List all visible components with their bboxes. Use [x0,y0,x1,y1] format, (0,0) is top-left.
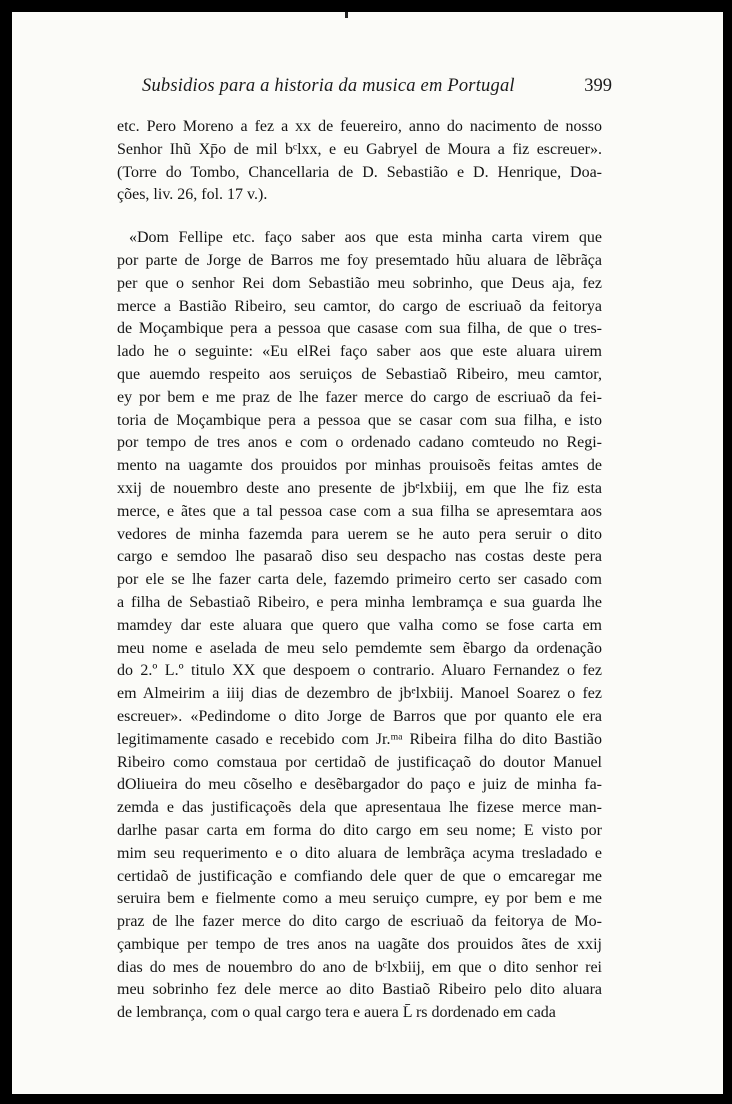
text-line: vedores de minha fazemda para uerem se he auto pera seruir o dito [117,525,602,543]
text-body [117,116,602,1025]
text-line: toria de Moçambique pera a pessoa que se casar com sua filha, e isto [117,411,602,429]
text-line: merce, e ãtes que a tal pessoa case com a sua filha se apresemtara aos [117,502,602,520]
text-line: çambique per tempo de tres anos na uagãte dos prouidos ãtes de xxij [117,935,602,953]
text-line: darlhe pasar carta em forma do dito cargo em seu nome; E visto por [117,821,602,839]
text-line: (Torre do Tombo, Chancellaria de D. Sebastião e D. Henrique, Doa- [117,163,602,181]
text-line: em Almeirim a iiij dias de dezembro de jbᵉlxbiij. Manoel Soarez o fez [117,685,602,703]
text-line: por parte de Jorge de Barros me foy presemtado hũu aluara de lẽbrãça [117,251,602,269]
text-line: por tempo de tres anos e com o ordenado cadano comteudo no Regi- [117,434,602,452]
text-line: merce a Bastião Ribeiro, seu camtor, do cargo de escriuaõ da feitorya [117,297,602,315]
text-line: de lembrança, com o qual cargo tera e auera L̄ rs dordenado em cada [117,1004,556,1022]
text-line: a filha de Sebastiaõ Ribeiro, e pera minha lembramça e sua guarda lhe [117,593,602,611]
text-line: Ribeiro como comstaua por certidaõ de justificaçaõ do doutor Manuel [117,753,602,771]
text-line: per que o senhor Rei dom Sebastião meu sobrinho, que Deus aja, fez [117,274,602,292]
text-line: Senhor Ihũ Xp̄o de mil bᶜlxx, e eu Gabryel de Moura a fiz escreuer». [117,140,602,158]
text-line: ey por bem e me praz de lhe fazer merce do cargo de escriuaõ da fei- [117,388,602,406]
text-line: escreuer». «Pedindome o dito Jorge de Barros que por quanto ele era [117,707,602,725]
page-number: 399 [584,76,612,96]
header-title: Subsidios para a historia da musica em Portugal [142,76,515,96]
text-line: seruira bem e fielmente como a meu seruiço cumpre, ey por bem e me [117,890,602,908]
text-line: mento na uagamte dos prouidos por minhas prouisoẽs feitas amtes de [117,457,602,475]
text-line: lado he o seguinte: «Eu elRei faço saber aos que este aluara uirem [117,343,602,361]
text-line: «Dom Fellipe etc. faço saber aos que esta minha carta virem que [129,229,602,247]
text-line: zemda e das justificaçoẽs dela que apresentaua lhe fizese merce man- [117,799,602,817]
text-line: mamdey dar este aluara que quero que valha como se fose carta em [117,616,602,634]
paragraph-2 [117,227,602,1025]
running-header [142,76,612,106]
text-line: ções, liv. 26, fol. 17 v.). [117,186,268,204]
text-line: dOliueira do meu cõselho e desẽbargador do paço e juiz de minha fa- [117,776,602,794]
text-line: de Moçambique pera a pessoa que casase com sua filha, de que o tres- [117,320,602,338]
text-line: mim seu requerimento e o dito aluara de lembrãça acyma tresladado e [117,844,602,862]
text-line: legitimamente casado e recebido com Jr.ᵐᵃ Ribeira filha do dito Bastião [117,730,602,748]
text-line: que auemdo respeito aos seruiços de Sebastiaõ Ribeiro, meu camtor, [117,365,602,383]
text-line: xxij de nouembro deste ano presente de jbᵉlxbiij, em que lhe fiz esta [117,479,602,497]
text-line: praz de lhe fazer merce do dito cargo de escriuaõ da feitorya de Mo- [117,913,602,931]
print-speck [345,12,348,18]
text-line: meu nome e aselada de meu selo pemdemte sem ẽbargo da ordenação [117,639,602,657]
text-line: meu sobrinho fez dele merce ao dito Bastiaõ Ribeiro pelo dito aluara [117,981,602,999]
text-line: por ele se lhe fazer carta dele, fazemdo primeiro certo ser casado com [117,571,602,589]
paragraph-1 [117,116,602,207]
text-line: do 2.º L.º titulo XX que despoem o contrario. Aluaro Fernandez o fez [117,662,602,680]
text-line: etc. Pero Moreno a fez a xx de feuereiro, anno do nacimento de nosso [117,118,602,135]
text-line: cargo e semdoo lhe pasaraõ diso seu despacho nas costas deste pera [117,548,602,566]
book-page [12,12,723,1094]
text-line: certidaõ de justificação e comfiando dele quer de que o emcaregar me [117,867,602,885]
text-line: dias do mes de nouembro do ano de bᶜlxbiij, em que o dito senhor rei [117,958,602,976]
